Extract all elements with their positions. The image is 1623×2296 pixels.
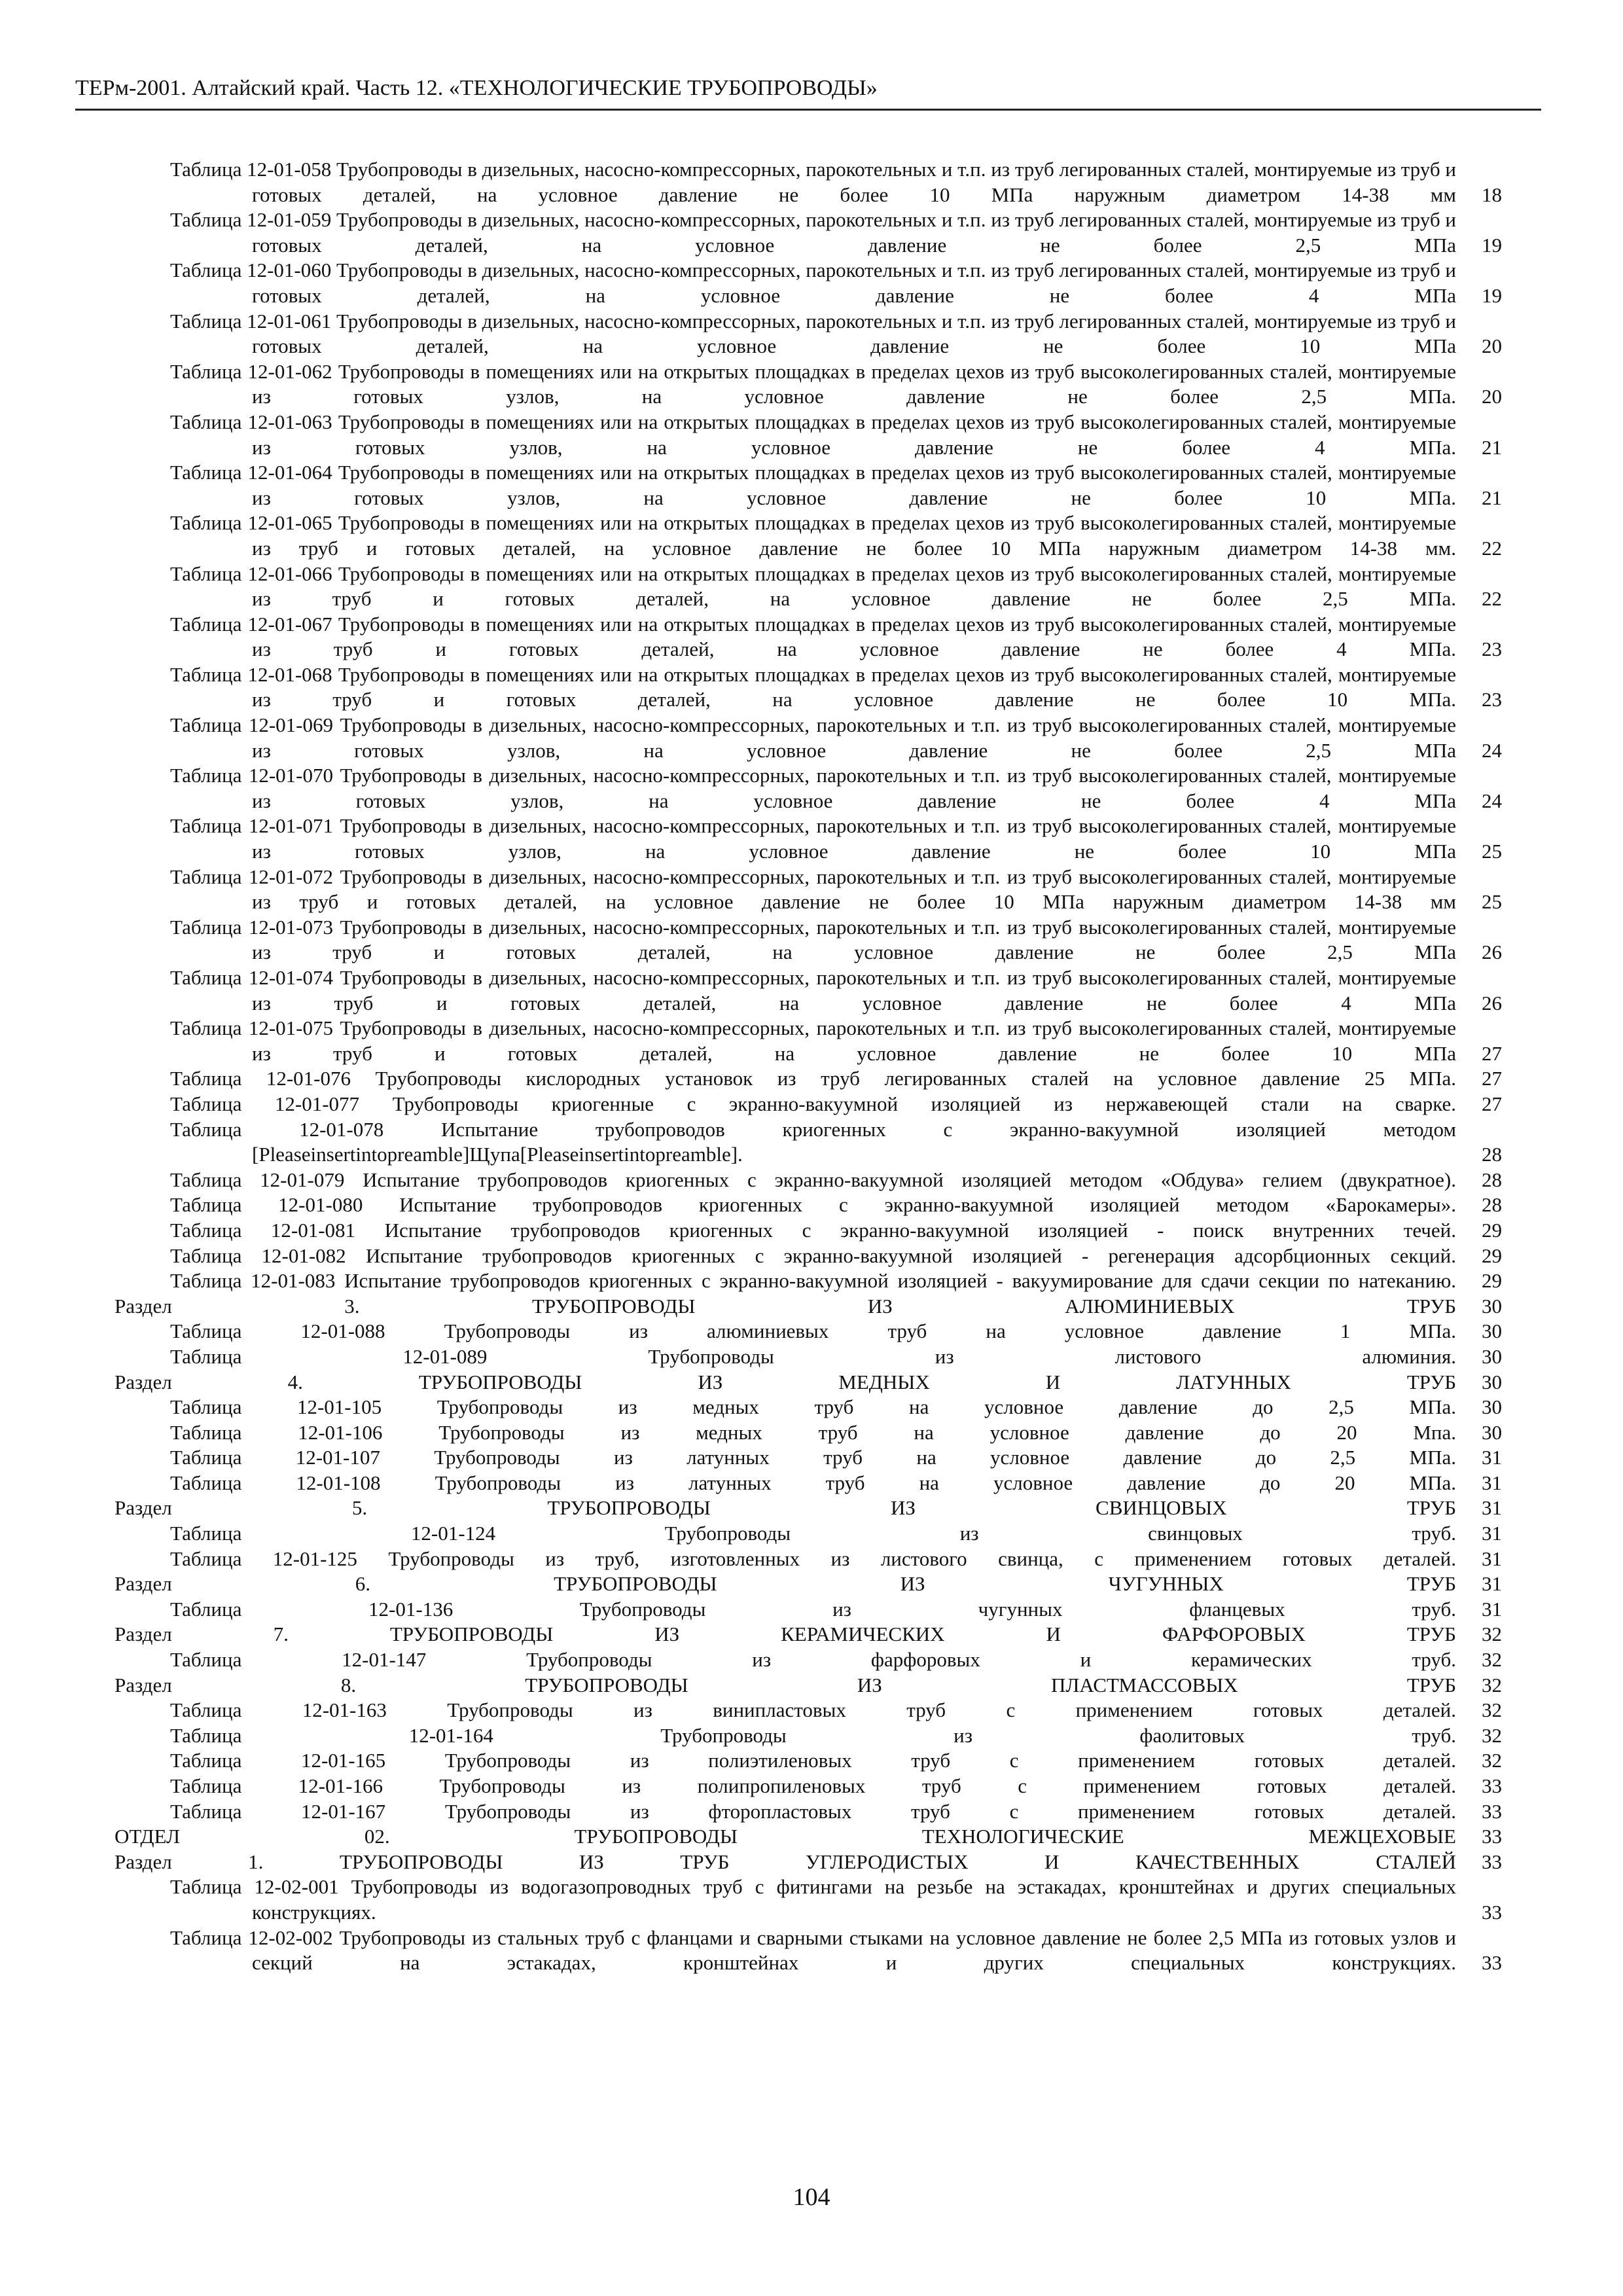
toc-entry-section[interactable] bbox=[115, 1622, 1502, 1647]
toc-entry-table[interactable] bbox=[170, 1420, 1502, 1446]
toc-entry-table[interactable] bbox=[170, 763, 1502, 814]
toc-entry-title: Таблица 12-01-077 Трубопроводы криогенные с экранно-вакуумной изоляцией из нержавеющей стали на сварке. bbox=[170, 1092, 1456, 1115]
toc-entry-title: Таблица 12-01-068 Трубопроводы в помещениях или на открытых площадках в пределах цехов из труб высоколегированных сталей, монтируемые из труб и готовых деталей, на условное давление не более 10 МПа. bbox=[170, 662, 1456, 711]
toc-entry-table[interactable] bbox=[170, 207, 1502, 258]
toc-entry-body bbox=[170, 662, 1502, 713]
toc-entry-section[interactable] bbox=[115, 1496, 1502, 1521]
toc-entry-table[interactable] bbox=[170, 1471, 1502, 1496]
toc-entry-title: Таблица 12-01-089 Трубопроводы из листового алюминия. bbox=[170, 1344, 1456, 1368]
toc-entry-page: 26 bbox=[1482, 941, 1502, 964]
toc-entry-body bbox=[115, 1622, 1502, 1647]
toc-entry-page: 25 bbox=[1482, 840, 1502, 863]
toc-entry-table[interactable] bbox=[170, 562, 1502, 612]
toc-entry-table[interactable] bbox=[170, 460, 1502, 511]
toc-entry-page: 31 bbox=[1482, 1446, 1502, 1469]
toc-entry-page: 33 bbox=[1482, 1951, 1502, 1975]
toc-entry-table[interactable] bbox=[170, 662, 1502, 713]
toc-entry-title: Таблица 12-01-063 Трубопроводы в помещениях или на открытых площадках в пределах цехов из труб высоколегированных сталей, монтируемые из готовых узлов, на условное давление не более 4 МПа. bbox=[170, 410, 1456, 459]
toc-entry-table[interactable] bbox=[170, 1244, 1502, 1269]
toc-entry-title: Таблица 12-01-108 Трубопроводы из латунных труб на условное давление до 20 МПа. bbox=[170, 1471, 1456, 1494]
toc-entry-title: Таблица 12-01-074 Трубопроводы в дизельных, насосно-компрессорных, парокотельных и т.п. из труб высоколегированных сталей, монтируемые из труб и готовых деталей, на условное давление не более 4 МПа bbox=[170, 966, 1456, 1014]
toc-entry-body bbox=[170, 1344, 1502, 1370]
toc-entry-title: Таблица 12-01-069 Трубопроводы в дизельных, насосно-компрессорных, парокотельных и т.п. из труб высоколегированных сталей, монтируемые из готовых узлов, на условное давление не более 2,5 МПа bbox=[170, 713, 1456, 762]
toc-entry-title: Таблица 12-01-059 Трубопроводы в дизельных, насосно-компрессорных, парокотельных и т.п. из труб легированных сталей, монтируемые из труб и готовых деталей, на условное давление не более 2,5 МПа bbox=[170, 208, 1456, 257]
toc-entry-table[interactable] bbox=[170, 612, 1502, 662]
toc-entry-page: 33 bbox=[1482, 1850, 1502, 1873]
toc-entry-page: 27 bbox=[1482, 1067, 1502, 1090]
toc-entry-page: 33 bbox=[1482, 1774, 1502, 1797]
toc-entry-table[interactable] bbox=[170, 1193, 1502, 1218]
toc-entry-page: 21 bbox=[1482, 435, 1502, 459]
toc-entry-page: 31 bbox=[1482, 1496, 1502, 1520]
toc-entry-table[interactable] bbox=[170, 1723, 1502, 1749]
toc-entry-section[interactable] bbox=[115, 1571, 1502, 1597]
toc-entry-section[interactable] bbox=[115, 1850, 1502, 1875]
toc-entry-page: 32 bbox=[1482, 1673, 1502, 1696]
toc-entry-section[interactable] bbox=[115, 1294, 1502, 1319]
toc-entry-body bbox=[170, 1218, 1502, 1244]
toc-entry-body bbox=[115, 1571, 1502, 1597]
toc-entry-body bbox=[115, 1496, 1502, 1521]
toc-entry-title: Таблица 12-01-061 Трубопроводы в дизельных, насосно-компрессорных, парокотельных и т.п. из труб легированных сталей, монтируемые из труб и готовых деталей, на условное давление не более 10 МПа bbox=[170, 309, 1456, 358]
toc-entry-page: 30 bbox=[1482, 1395, 1502, 1419]
toc-entry-title: Таблица 12-01-080 Испытание трубопроводов криогенных с экранно-вакуумной изоляцией методом «Барокамеры». bbox=[170, 1193, 1456, 1217]
toc-entry-table[interactable] bbox=[170, 1547, 1502, 1572]
toc-entry-table[interactable] bbox=[170, 1445, 1502, 1471]
toc-entry-page: 28 bbox=[1482, 1143, 1502, 1166]
toc-entry-body bbox=[170, 1547, 1502, 1572]
toc-entry-body bbox=[170, 915, 1502, 965]
toc-entry-page: 30 bbox=[1482, 1294, 1502, 1318]
toc-entry-title: Таблица 12-01-076 Трубопроводы кислородных установок из труб легированных сталей на условное давление 25 МПа. bbox=[170, 1067, 1456, 1090]
toc-entry-page: 27 bbox=[1482, 1041, 1502, 1065]
toc-entry-page: 31 bbox=[1482, 1547, 1502, 1570]
toc-entry-title: Таблица 12-01-060 Трубопроводы в дизельных, насосно-компрессорных, парокотельных и т.п. из труб легированных сталей, монтируемые из труб и готовых деталей, на условное давление не более 4 МПа bbox=[170, 259, 1456, 307]
toc-entry-body bbox=[115, 1673, 1502, 1698]
toc-entry-title: Таблица 12-02-001 Трубопроводы из водогазопроводных труб с фитингами на резьбе на эстакадах, кронштейнах и других специальных конструкциях. bbox=[170, 1875, 1456, 1924]
toc-entry-body bbox=[170, 1597, 1502, 1623]
toc-entry-page: 27 bbox=[1482, 1092, 1502, 1115]
toc-entry-table[interactable] bbox=[170, 1395, 1502, 1420]
toc-entry-body bbox=[170, 1117, 1502, 1168]
toc-entry-title: Таблица 12-01-067 Трубопроводы в помещениях или на открытых площадках в пределах цехов из труб высоколегированных сталей, монтируемые из труб и готовых деталей, на условное давление не более 4 МПа. bbox=[170, 612, 1456, 661]
toc-entry-title: Таблица 12-01-079 Испытание трубопроводов криогенных с экранно-вакуумной изоляцией методом «Обдува» гелием (двукратное). bbox=[170, 1168, 1456, 1191]
toc-entry-body bbox=[170, 207, 1502, 258]
toc-entry-table[interactable] bbox=[170, 1168, 1502, 1193]
toc-entry-body bbox=[170, 1268, 1502, 1294]
toc-entry-body bbox=[170, 965, 1502, 1016]
toc-entry-page: 18 bbox=[1482, 183, 1502, 206]
toc-entry-body bbox=[115, 1850, 1502, 1875]
toc-entry-page: 24 bbox=[1482, 738, 1502, 762]
toc-entry-title: Раздел 3. ТРУБОПРОВОДЫ ИЗ АЛЮМИНИЕВЫХ ТРУБ bbox=[115, 1294, 1456, 1318]
toc-entry-title: Раздел 5. ТРУБОПРОВОДЫ ИЗ СВИНЦОВЫХ ТРУБ bbox=[115, 1496, 1456, 1520]
toc-entry-body bbox=[170, 865, 1502, 915]
toc-entry-table[interactable] bbox=[170, 1597, 1502, 1623]
toc-entry-body bbox=[115, 1824, 1502, 1850]
toc-entry-page: 23 bbox=[1482, 688, 1502, 711]
toc-entry-table[interactable] bbox=[170, 1092, 1502, 1117]
toc-entry-body bbox=[170, 1698, 1502, 1723]
toc-entry-title: Раздел 8. ТРУБОПРОВОДЫ ИЗ ПЛАСТМАССОВЫХ ТРУБ bbox=[115, 1673, 1456, 1696]
toc-entry-body bbox=[170, 814, 1502, 864]
toc-entry-page: 32 bbox=[1482, 1623, 1502, 1646]
toc-entry-body bbox=[170, 1748, 1502, 1774]
toc-entry-page: 19 bbox=[1482, 283, 1502, 307]
toc-entry-body bbox=[170, 460, 1502, 511]
toc-entry-page: 22 bbox=[1482, 536, 1502, 560]
toc-entry-title: Таблица 12-01-105 Трубопроводы из медных труб на условное давление до 2,5 МПа. bbox=[170, 1395, 1456, 1419]
toc-entry-title: Раздел 4. ТРУБОПРОВОДЫ ИЗ МЕДНЫХ И ЛАТУННЫХ ТРУБ bbox=[115, 1370, 1456, 1393]
toc-entry-page: 29 bbox=[1482, 1269, 1502, 1293]
toc-entry-page: 33 bbox=[1482, 1799, 1502, 1823]
toc-entry-table[interactable] bbox=[170, 1218, 1502, 1244]
toc-entry-body bbox=[170, 562, 1502, 612]
toc-entry-page: 31 bbox=[1482, 1597, 1502, 1621]
toc-entry-table[interactable] bbox=[170, 1874, 1502, 1925]
toc-entry-title: Раздел 6. ТРУБОПРОВОДЫ ИЗ ЧУГУННЫХ ТРУБ bbox=[115, 1572, 1456, 1596]
toc-entry-table[interactable] bbox=[170, 1698, 1502, 1723]
toc-entry-body bbox=[115, 1370, 1502, 1395]
toc-entry-title: Таблица 12-01-083 Испытание трубопроводов криогенных с экранно-вакуумной изоляцией - вакуумирование для сдачи секции по натеканию. bbox=[170, 1269, 1456, 1293]
toc-entry-body bbox=[170, 1016, 1502, 1066]
toc-entry-page: 29 bbox=[1482, 1218, 1502, 1242]
toc-entry-table[interactable] bbox=[170, 965, 1502, 1016]
toc-entry-table[interactable] bbox=[170, 258, 1502, 308]
toc-entry-title: Раздел 7. ТРУБОПРОВОДЫ ИЗ КЕРАМИЧЕСКИХ И ФАРФОРОВЫХ ТРУБ bbox=[115, 1623, 1456, 1646]
toc-entry-body bbox=[170, 1168, 1502, 1193]
toc-entry-table[interactable] bbox=[170, 915, 1502, 965]
toc-entry-title: Таблица 12-01-064 Трубопроводы в помещениях или на открытых площадках в пределах цехов из труб высоколегированных сталей, монтируемые из готовых узлов, на условное давление не более 10 МПа. bbox=[170, 461, 1456, 509]
toc-entry-body bbox=[170, 309, 1502, 359]
toc-entry-body bbox=[170, 359, 1502, 410]
toc-entry-title: Таблица 12-01-106 Трубопроводы из медных труб на условное давление до 20 Мпа. bbox=[170, 1420, 1456, 1444]
toc-entry-title: Таблица 12-01-073 Трубопроводы в дизельных, насосно-компрессорных, парокотельных и т.п. из труб высоколегированных сталей, монтируемые из труб и готовых деталей, на условное давление не более 2,5 МПа bbox=[170, 915, 1456, 964]
toc-entry-body bbox=[170, 1244, 1502, 1269]
toc-entry-page: 32 bbox=[1482, 1723, 1502, 1747]
toc-entry-title: Таблица 12-01-124 Трубопроводы из свинцовых труб. bbox=[170, 1522, 1456, 1545]
toc-entry-page: 25 bbox=[1482, 890, 1502, 914]
toc-entry-table[interactable] bbox=[170, 865, 1502, 915]
toc-entry-body bbox=[170, 1092, 1502, 1117]
toc-entry-page: 19 bbox=[1482, 233, 1502, 257]
toc-entry-title: Таблица 12-01-058 Трубопроводы в дизельных, насосно-компрессорных, парокотельных и т.п. из труб легированных сталей, монтируемые из труб и готовых деталей, на условное давление не более 10 МПа наружным диаметром 14-38 мм bbox=[170, 158, 1456, 206]
toc-entry-table[interactable] bbox=[170, 511, 1502, 561]
toc-entry-page: 31 bbox=[1482, 1522, 1502, 1545]
toc-entry-title: Таблица 12-01-167 Трубопроводы из фторопластовых труб с применением готовых деталей. bbox=[170, 1799, 1456, 1823]
toc-entry-body bbox=[170, 410, 1502, 460]
toc-entry-body bbox=[170, 1926, 1502, 1976]
toc-entry-title: Таблица 12-01-075 Трубопроводы в дизельных, насосно-компрессорных, парокотельных и т.п. из труб высоколегированных сталей, монтируемые из труб и готовых деталей, на условное давление не более 10 МПа bbox=[170, 1016, 1456, 1065]
toc-entry-title: Таблица 12-01-163 Трубопроводы из винипластовых труб с применением готовых деталей. bbox=[170, 1698, 1456, 1722]
toc-entry-page: 23 bbox=[1482, 637, 1502, 661]
toc-entry-page: 32 bbox=[1482, 1648, 1502, 1672]
toc-entry-table[interactable] bbox=[170, 1799, 1502, 1825]
toc-entry-body bbox=[170, 1420, 1502, 1446]
toc-entry-page: 28 bbox=[1482, 1193, 1502, 1217]
toc-entry-title: Таблица 12-01-072 Трубопроводы в дизельных, насосно-компрессорных, парокотельных и т.п. из труб высоколегированных сталей, монтируемые из труб и готовых деталей, на условное давление не более 10 МПа наружным диаметром 14-38 мм bbox=[170, 865, 1456, 914]
toc-entry-body bbox=[170, 1445, 1502, 1471]
toc-entry-page: 31 bbox=[1482, 1471, 1502, 1494]
toc-entry-body bbox=[170, 713, 1502, 763]
toc-entry-title: Раздел 1. ТРУБОПРОВОДЫ ИЗ ТРУБ УГЛЕРОДИСТЫХ И КАЧЕСТВЕННЫХ СТАЛЕЙ bbox=[115, 1850, 1456, 1873]
toc-entry-title: Таблица 12-01-066 Трубопроводы в помещениях или на открытых площадках в пределах цехов из труб высоколегированных сталей, монтируемые из труб и готовых деталей, на условное давление не более 2,5 МПа. bbox=[170, 562, 1456, 611]
toc-entry-table[interactable] bbox=[170, 1774, 1502, 1799]
toc-entry-body bbox=[170, 258, 1502, 308]
toc-entry-table[interactable] bbox=[170, 1066, 1502, 1092]
toc-entry-page: 20 bbox=[1482, 334, 1502, 358]
toc-entry-title: Таблица 12-01-082 Испытание трубопроводов криогенных с экранно-вакуумной изоляцией - регенерация адсорбционных секций. bbox=[170, 1244, 1456, 1267]
toc-entry-title: Таблица 12-01-164 Трубопроводы из фаолитовых труб. bbox=[170, 1723, 1456, 1747]
toc-entry-table[interactable] bbox=[170, 1268, 1502, 1294]
toc-entry-table[interactable] bbox=[170, 157, 1502, 207]
toc-entry-table[interactable] bbox=[170, 814, 1502, 864]
toc-entry-table[interactable] bbox=[170, 1016, 1502, 1066]
toc-entry-body bbox=[170, 763, 1502, 814]
table-of-contents bbox=[115, 157, 1502, 1976]
toc-entry-table[interactable] bbox=[170, 1319, 1502, 1344]
toc-entry-table[interactable] bbox=[170, 1748, 1502, 1774]
toc-entry-body bbox=[170, 511, 1502, 561]
toc-entry-department[interactable] bbox=[115, 1824, 1502, 1850]
toc-entry-title: Таблица 12-01-078 Испытание трубопроводов криогенных с экранно-вакуумной изоляцией методом [Pleaseinsertintopreamble]Щупа[Pleaseinsertintopreamble]. bbox=[170, 1117, 1456, 1166]
toc-entry-page: 30 bbox=[1482, 1344, 1502, 1368]
toc-entry-table[interactable] bbox=[170, 1926, 1502, 1976]
toc-entry-table[interactable] bbox=[170, 713, 1502, 763]
toc-entry-page: 33 bbox=[1482, 1825, 1502, 1848]
running-header: ТЕРм-2001. Алтайский край. Часть 12. «ТЕХНОЛОГИЧЕСКИЕ ТРУБОПРОВОДЫ» bbox=[75, 72, 1541, 111]
toc-entry-title: Таблица 12-01-070 Трубопроводы в дизельных, насосно-компрессорных, парокотельных и т.п. из труб высоколегированных сталей, монтируемые из готовых узлов, на условное давление не более 4 МПа bbox=[170, 764, 1456, 812]
toc-entry-table[interactable] bbox=[170, 410, 1502, 460]
toc-entry-page: 30 bbox=[1482, 1319, 1502, 1343]
toc-entry-title: Таблица 12-01-081 Испытание трубопроводов криогенных с экранно-вакуумной изоляцией - поиск внутренних течей. bbox=[170, 1218, 1456, 1242]
toc-entry-title: ОТДЕЛ 02. ТРУБОПРОВОДЫ ТЕХНОЛОГИЧЕСКИЕ МЕЖЦЕХОВЫЕ bbox=[115, 1825, 1456, 1848]
toc-entry-page: 31 bbox=[1482, 1572, 1502, 1596]
toc-entry-body bbox=[170, 1319, 1502, 1344]
toc-entry-body bbox=[170, 157, 1502, 207]
toc-entry-title: Таблица 12-01-166 Трубопроводы из полипропиленовых труб с применением готовых деталей. bbox=[170, 1774, 1456, 1797]
toc-entry-page: 26 bbox=[1482, 991, 1502, 1014]
toc-entry-title: Таблица 12-02-002 Трубопроводы из стальных труб с фланцами и сварными стыками на условное давление не более 2,5 МПа из готовых узлов и секций на эстакадах, кронштейнах и других специальных конструкциях. bbox=[170, 1926, 1456, 1975]
toc-entry-body bbox=[170, 1395, 1502, 1420]
toc-entry-page: 29 bbox=[1482, 1244, 1502, 1267]
toc-entry-table[interactable] bbox=[170, 1344, 1502, 1370]
toc-entry-page: 30 bbox=[1482, 1420, 1502, 1444]
page-number: 104 bbox=[793, 2183, 830, 2211]
toc-entry-body bbox=[170, 1723, 1502, 1749]
toc-entry-table[interactable] bbox=[170, 1647, 1502, 1673]
toc-entry-title: Таблица 12-01-165 Трубопроводы из полиэтиленовых труб с применением готовых деталей. bbox=[170, 1749, 1456, 1772]
toc-entry-title: Таблица 12-01-088 Трубопроводы из алюминиевых труб на условное давление 1 МПа. bbox=[170, 1319, 1456, 1343]
toc-entry-body bbox=[170, 1521, 1502, 1547]
toc-entry-page: 24 bbox=[1482, 789, 1502, 812]
toc-entry-page: 33 bbox=[1482, 1900, 1502, 1924]
toc-entry-body bbox=[170, 1193, 1502, 1218]
toc-entry-body bbox=[170, 1471, 1502, 1496]
toc-entry-page: 22 bbox=[1482, 587, 1502, 611]
toc-entry-body bbox=[170, 1874, 1502, 1925]
toc-entry-page: 21 bbox=[1482, 486, 1502, 509]
toc-entry-body bbox=[170, 612, 1502, 662]
toc-entry-body bbox=[170, 1647, 1502, 1673]
toc-entry-table[interactable] bbox=[170, 1521, 1502, 1547]
toc-entry-title: Таблица 12-01-125 Трубопроводы из труб, изготовленных из листового свинца, с применением готовых деталей. bbox=[170, 1547, 1456, 1570]
toc-entry-body bbox=[170, 1774, 1502, 1799]
toc-entry-title: Таблица 12-01-136 Трубопроводы из чугунных фланцевых труб. bbox=[170, 1597, 1456, 1621]
toc-entry-title: Таблица 12-01-065 Трубопроводы в помещениях или на открытых площадках в пределах цехов из труб высоколегированных сталей, монтируемые из труб и готовых деталей, на условное давление не более 10 МПа наружным диаметром 14-38 мм. bbox=[170, 511, 1456, 560]
toc-entry-table[interactable] bbox=[170, 359, 1502, 410]
toc-entry-body bbox=[170, 1799, 1502, 1825]
toc-entry-page: 28 bbox=[1482, 1168, 1502, 1191]
toc-entry-page: 30 bbox=[1482, 1370, 1502, 1393]
toc-entry-page: 20 bbox=[1482, 385, 1502, 408]
toc-entry-body bbox=[115, 1294, 1502, 1319]
toc-entry-section[interactable] bbox=[115, 1673, 1502, 1698]
toc-entry-section[interactable] bbox=[115, 1370, 1502, 1395]
toc-entry-table[interactable] bbox=[170, 1117, 1502, 1168]
toc-entry-title: Таблица 12-01-062 Трубопроводы в помещениях или на открытых площадках в пределах цехов из труб высоколегированных сталей, монтируемые из готовых узлов, на условное давление не более 2,5 МПа. bbox=[170, 359, 1456, 408]
toc-entry-title: Таблица 12-01-107 Трубопроводы из латунных труб на условное давление до 2,5 МПа. bbox=[170, 1446, 1456, 1469]
toc-entry-body bbox=[170, 1066, 1502, 1092]
toc-entry-title: Таблица 12-01-071 Трубопроводы в дизельных, насосно-компрессорных, парокотельных и т.п. из труб высоколегированных сталей, монтируемые из готовых узлов, на условное давление не более 10 МПа bbox=[170, 814, 1456, 863]
toc-entry-title: Таблица 12-01-147 Трубопроводы из фарфоровых и керамических труб. bbox=[170, 1648, 1456, 1672]
toc-entry-table[interactable] bbox=[170, 309, 1502, 359]
toc-entry-page: 32 bbox=[1482, 1698, 1502, 1722]
toc-entry-page: 32 bbox=[1482, 1749, 1502, 1772]
